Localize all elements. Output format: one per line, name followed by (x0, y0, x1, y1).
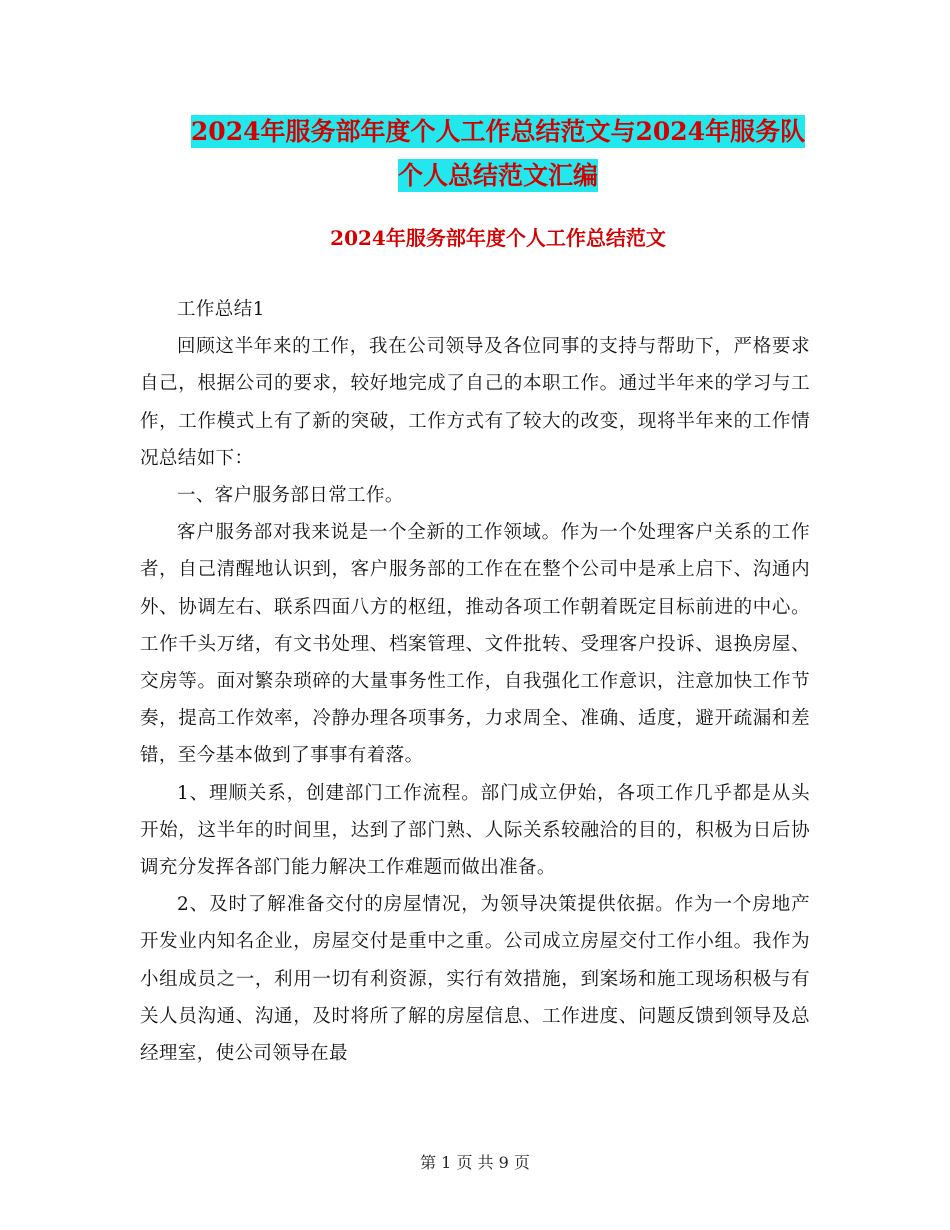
document-body (140, 291, 810, 1072)
paragraph-heading: 工作总结1 (177, 299, 265, 320)
page-number-footer: 第 1 页 共 9 页 (420, 1153, 530, 1172)
paragraph: 客户服务部对我来说是一个全新的工作领域。作为一个处理客户关系的工作者，自己清醒地认识到，客户服务部的工作在在整个公司中是承上启下、沟通内外、协调左右、联系四面八方的枢纽，推动各项工作朝着既定目标前进的中心。工作千头万绪，有文书处理、档案管理、文件批转、受理客户投诉、退换房屋、交房等。面对繁杂琐碎的大量事务性工作，自我强化工作意识，注意加快工作节奏，提高工作效率，冷静办理各项事务，力求周全、准确、适度，避开疏漏和差错，至今基本做到了事事有着落。 (140, 522, 810, 767)
paragraph-subheading: 一、客户服务部日常工作。 (177, 485, 404, 507)
document-title-line-1: 2024年服务部年度个人工作总结范文与2024年服务队 (190, 117, 806, 146)
document-title-line-2: 个人总结范文汇编 (397, 161, 598, 190)
paragraph: 2、及时了解准备交付的房屋情况，为领导决策提供依据。作为一个房地产开发业内知名企业，房屋交付是重中之重。公司成立房屋交付工作小组。我作为小组成员之一，利用一切有利资源，实行有效措施，到案场和施工现场积极与有关人员沟通、沟通，及时将所了解的房屋信息、工作进度、问题反馈到领导及总经理室，使公司领导在最 (140, 894, 810, 1065)
document-title (140, 110, 856, 198)
paragraph: 回顾这半年来的工作，我在公司领导及各位同事的支持与帮助下，严格要求自己，根据公司的要求，较好地完成了自己的本职工作。通过半年来的学习与工作，工作模式上有了新的突破，工作方式有了较大的改变，现将半年来的工作情况总结如下： (140, 336, 810, 469)
section-title: 2024年服务部年度个人工作总结范文 (330, 226, 666, 250)
paragraph: 1、理顺关系，创建部门工作流程。部门成立伊始，各项工作几乎都是从头开始，这半年的时间里，达到了部门熟、人际关系较融洽的目的，积极为日后协调充分发挥各部门能力解决工作难题而做出准备。 (140, 782, 810, 879)
